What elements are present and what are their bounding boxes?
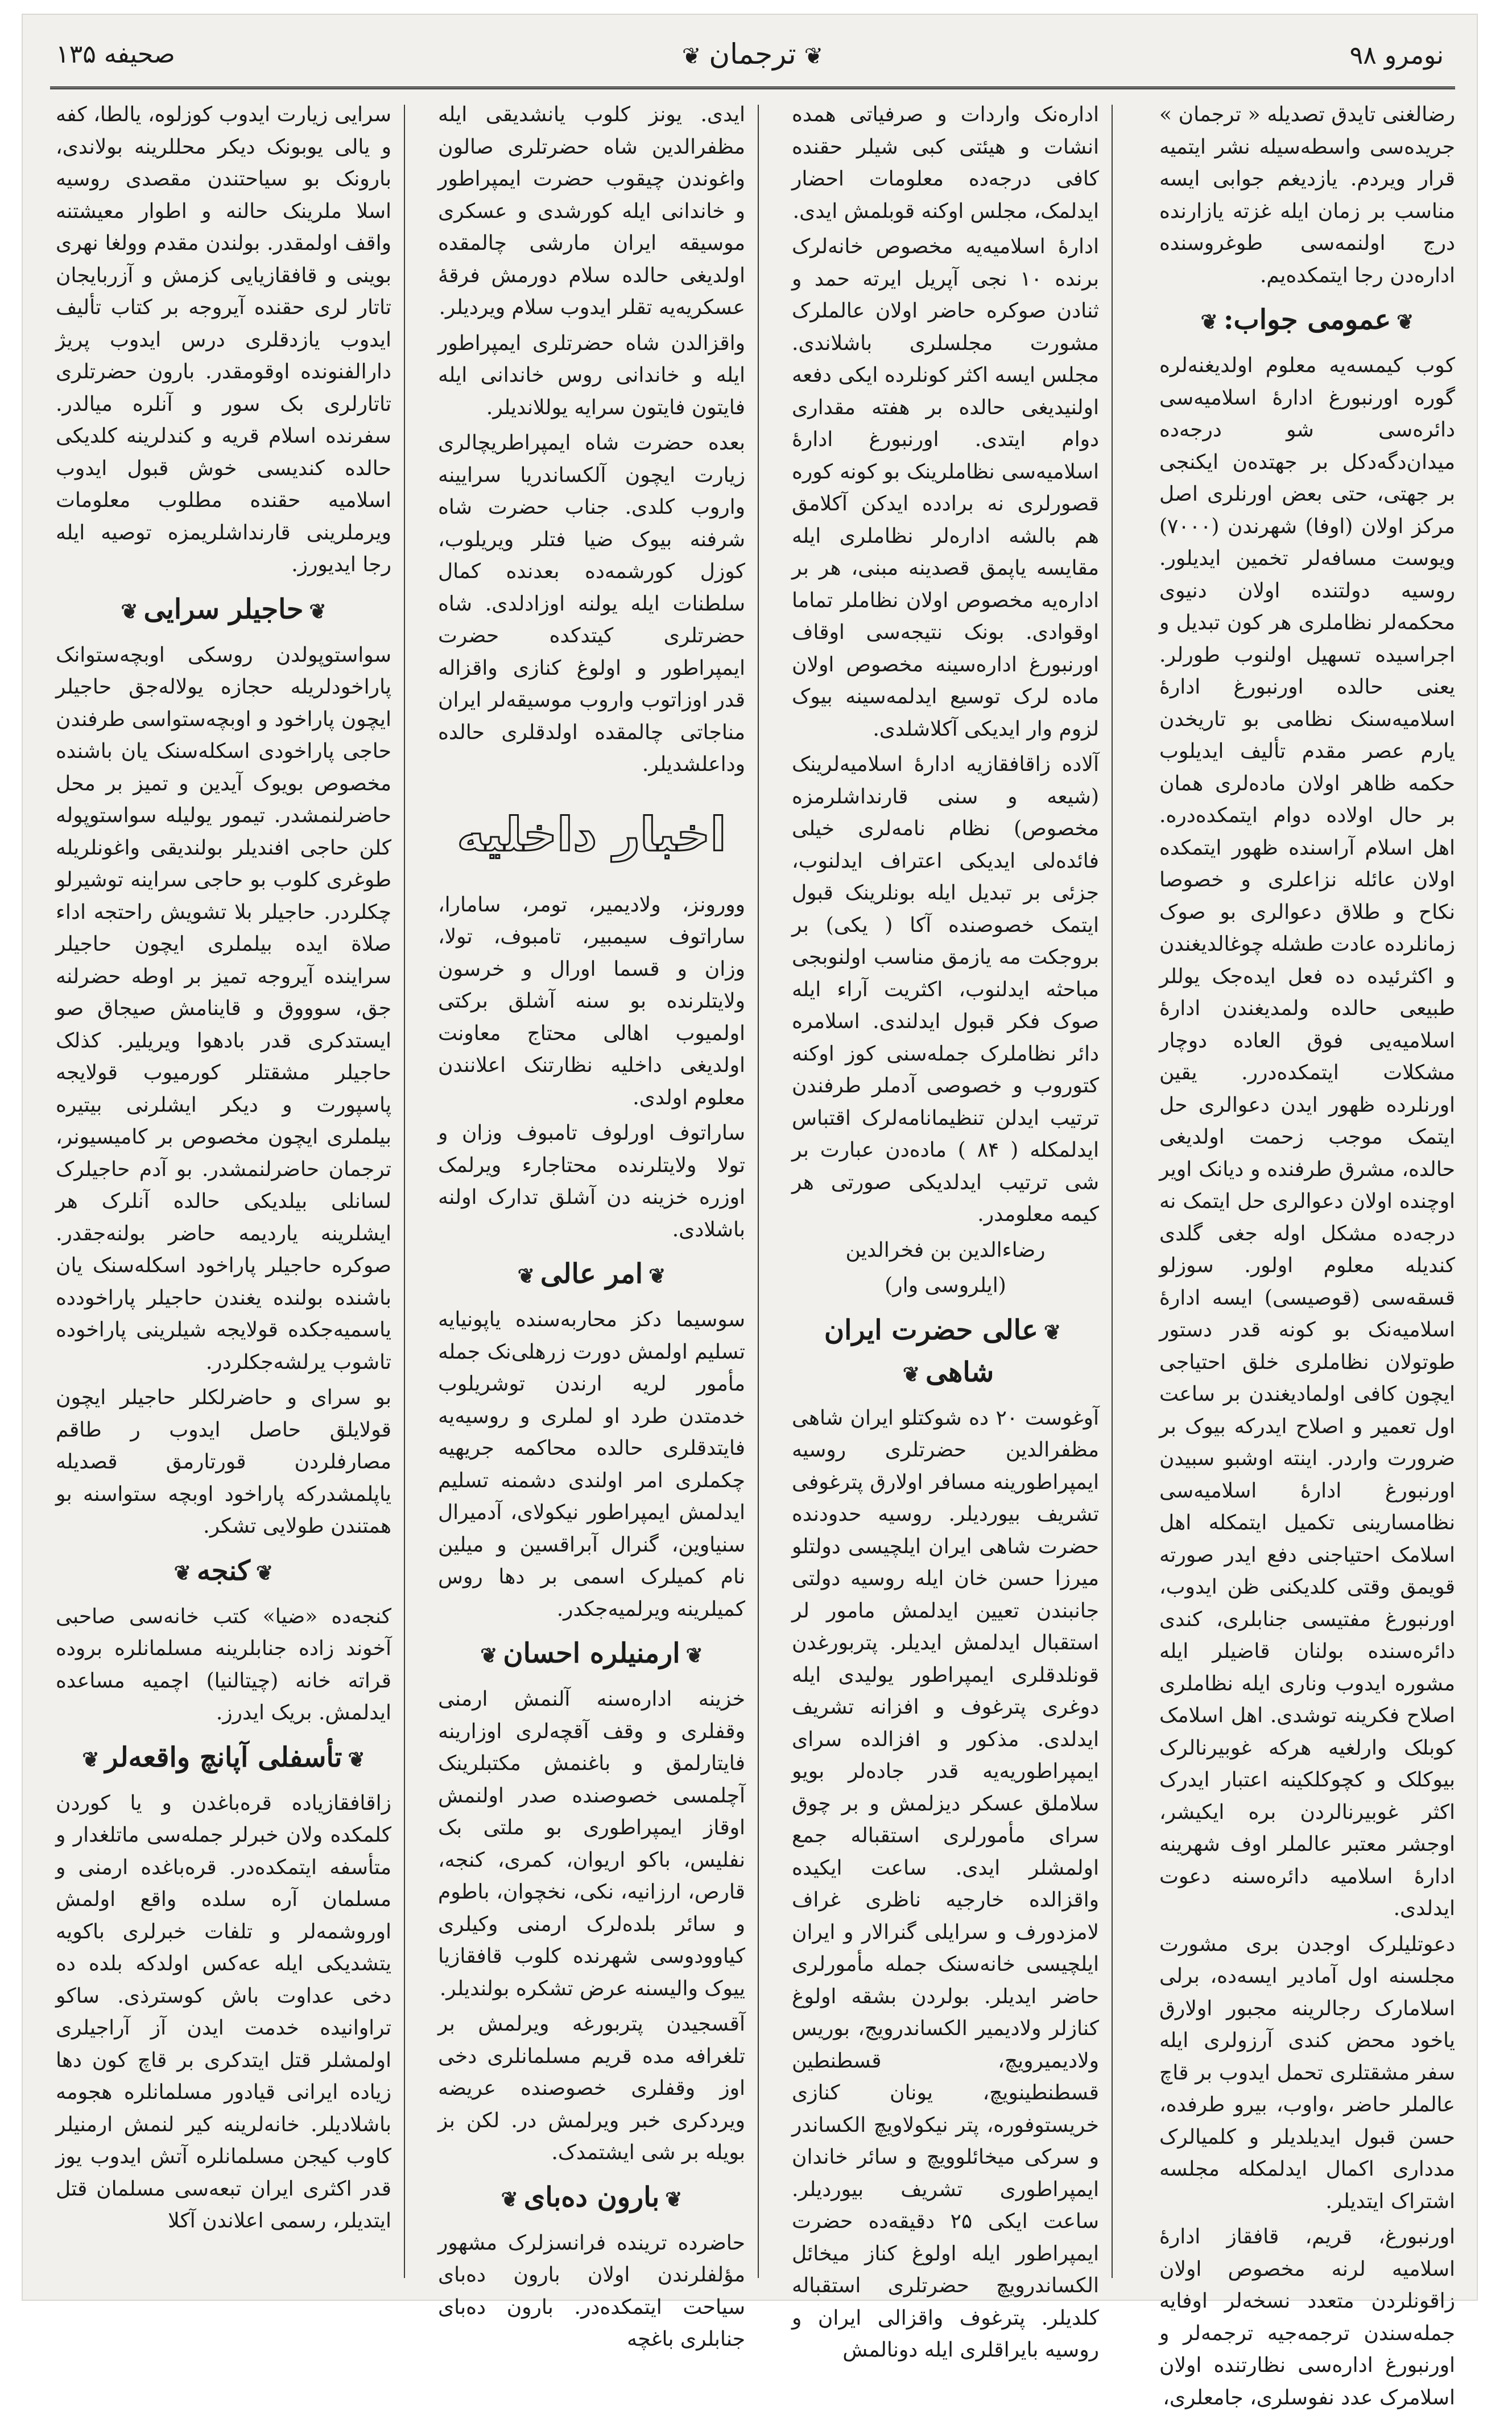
ornament-icon: ❦ [648,1264,666,1288]
article-paragraph: کنجەده «ضیا» کتب خانەسی صاحبی آخوند زاده جنابلرینه مسلمانلره بروده قراته خانه (چیتالنیا) اچمیه مساعده ایدلمش. بریک ایدرز. [56,1604,391,1724]
masthead-bar [50,30,1455,89]
article-paragraph: رضالغنی تایدق تصدیله « ترجمان » جریده‌سی واسطه‌سیله نشر ایتمیه قرار ویردم. یازدیغم جوابی ایسه مناسب بر زمان ایله غزته یازارنده درج اولنمه‌سی طوغروسنده ادارەدن رجا ایتمکده‌یم. [1159,103,1455,287]
ornament-icon: ❦ [173,1561,191,1585]
article-paragraph: اورنبورغ، قریم، قافقاز ادارهٔ اسلامیه لرنه مخصوص اولان زاقونلردن متعدد نسخەلر اوفایه جمله‌سندن ترجمه‌جیه ترجمەلر و اورنبورغ ادارەسی نظارتنده اولان اسلامرک عدد نفوسلری، جامعلری، [1159,2225,1455,2409]
article-paragraph: دعوتلیلرک اوجدن بری مشورت مجلسنه اول آمادیر ایسه‌ده، برلی اسلامارک رجالرینه مجبور اولارق یاخود محض کندی آرزولری ایله سفر مشقتلری تحمل ایدوب بر قاچ عالملر حاضر ،واوب، بیرو طرفده، حسن قبول ایدیلدیلر و کلمیالرک مدداری اکمال ایدلمکله مجلسه اشتراک ایتدیلر. [1159,1932,1455,2213]
article-paragraph: سوسیما دکز محاربه‌سنده یاپونیایه تسلیم اولمش دورت زرهلی‌نک جمله مأمور لریه ارندن توشریلوب خدمتدن طرد او لملری و روسیه‌یه فایتدقلری حالده محاکمه جریهیه چکملری امر اولندی دشمنه تسلیم ایدلمش ایمپراطور نیکولای، آدمیرال سنیاوین، گنرال آبراقسین و میلین نام کمیلرک اسمی بر دها روس کمیلرینه ویرلمیه‌جکدر. [438,1308,745,1621]
section-heading: ❦بارون دەبای❦ [501,2181,683,2213]
ornament-icon: ❦ [1043,1320,1061,1344]
column-1 [1159,99,1455,2409]
ornament-icon: ❦ [665,2187,683,2211]
ornament-icon: ❦ [685,1644,703,1668]
section-heading: ❦کنجه❦ [173,1554,274,1587]
newspaper-title-text: ترجمان [709,38,796,71]
article-paragraph: بعده حضرت شاه ایمپراطریچالری زیارت ایچون آلکساندریا سرایینه واروب کلدی. جناب حضرت شاه شرفنه بیوک ضیا فتلر ویریلوب، کوزل کورشمه‌ده بعدنده کمال سلطنات ایله یولنه اوزادلدی. شاه حضرتلری کیتدکده حضرت ایمپراطور و اولوغ کنازی واقزاله قدر اوزاتوب واروب موسیقەلر ایران مناجاتی چالمقده اولدقلری حالده وداعلشدیلر. [438,431,745,776]
article-paragraph: آوغوست ۲۰ ده شوکتلو ایران شاهی مظفرالدین حضرتلری روسیه ایمپراطورینه مسافر اولارق پترغوفی تشریف بیوردیلر. روسیه حدودنده حضرت شاهی ایران ایلچیسی دولتلو میرزا حسن خان ایله روسیه دولتی جانبندن تعیین ایدلمش مامور لر استقبال ایدلمش ایدیلر. پتربورغدن قونلدقلری ایمپراطور یولیدی ایله دوغری پترغوف و افزانه تشریف ایدلدی. مذکور و افزالده سرای ایمپراطوریەیه قدر جادەلر بویو سلاملق عسکر دیزلمش و بر چوق سرای مأمورلری استقباله جمع اولمشلر ایدی. ساعت ایکیده واقزالده خارجیه ناظری غراف لامزدورف و سرایلی گنرالار و ایران ایلچیسی خانەسنک جمله مأمورلری حاضر ایدیلر. بولردن بشقه اولوغ کنازلر ولادیمیر الکساندرویج، بوریس ولادیمیرویچ، قسطنطین قسطنطینویچ، یونان کنازی خریستوفوره، پتر نیکولاویچ الکساندر و سرکی میخائلوویچ و سائر خاندان ایمپراطوری تشریف بیوردیلر. ساعت ایکی ۲۵ دقیقەده حضرت ایمپراطور ایله اولوغ کناز میخائل الکساندرویچ حضرتلری استقباله کلدیلر. پترغوف واقزالی ایران و روسیه بایراقلری ایله دونالمش [792,1406,1099,2362]
article-paragraph: ادارهٔ اسلامیەیه مخصوص خانەلرک برنده ۱۰ نجی آپریل ایرته حمد و ثنادن صوکره حاضر اولان عالملرک مشورت مجلسلری باشلاندی. مجلس ایسه اکثر کونلرده ایکی دفعه اولنیدیغی حالده بر هفته مقداری دوام ایتدی. اورنبورغ ادارهٔ اسلامیەسی نظاملرینک بو کونه کوره قصورلری نه برادده ایدکن آکلامق هم بالشه ادارەلر نظاملری ایله مقایسه یاپمق قصدینه مبنی، هر بر ادارەیه مخصوص اولان نظاملر تماما اوقوادی. بونک نتیجەسی اوقاف اورنبورغ ادارەسینه مخصوص اولان مادە لرک توسیع ایدلمه‌سینه بیوک لزوم وار ایدیکی آکلاشلدی. [792,235,1099,741]
article-paragraph: سرایی زیارت ایدوب کوزلوه، یالطا، کفه و یالی یوبونک دیکر محللرینه بولاندی، بارونک بو سیاحتندن مقصدی روسیه اسلا ملرینک حالنه و اطوار معیشتنه واقف اولمقدر. بولندن مقدم وولغا نهری بوینی و قافقازیایی کزمش و آزربایجان تاتار لری حقنده آیروجه بر کتاب تألیف ایدوب یازدقلری درس ایدوب پریژ دارالفنونده اوقومقدر. بارون حضرتلری تاتارلری بک سور و آنلره میالدر. سفرنده اسلام قریه و کندلرینه کلدیکی حالده کندیسی خوش قبول ایدوب اسلامیە حقنده مطلوب معلومات ویرملرینی قارنداشلریمزه توصیه ایله رجا ایدیورز. [56,103,391,576]
ornament-icon: ❦ [309,599,327,624]
section-heading: ❦ارمنیلره احسان❦ [480,1637,703,1669]
section-heading: ❦عالی حضرت ایران شاهی❦ [824,1314,1061,1388]
ornament-icon: ❦ [902,1362,920,1386]
newspaper-page [22,14,1478,2409]
ornament-icon: ❦ [804,43,824,69]
column-divider [404,105,405,2278]
column-divider [1112,105,1113,2278]
domestic-news-masthead: اخبار داخلیه [457,807,726,862]
article-paragraph: حاضرده ترینده فرانسزلرک مشهور مؤلفلرندن اولان بارون دەبای سیاحت ایتمکده‌در. بارون دەبای جنابلری باغچه [438,2231,745,2351]
article-paragraph: آلاده زاقافقازیه ادارهٔ اسلامیەلرینک (شیعه و سنی قارنداشلرمزه مخصوص) نظام نامەلری خیلی فائدەلی ایدیکی اعتراف ایدلنوب، جزئی بر تبدیل ایله بونلرینک قبول ایتمک خصوصنده آکا ( یکی) بر بروجکت مه یازمق مناسب اولنوبجی مباحثه ایدلنوب، اکثریت آراء ایله صوک فکر قبول ایدلندی. اسلامره دائر نظاملرک جمله‌سنی کوز اوکنه کتوروب و خصوصی آدملر طرفندن ترتیب ایدلن تنظیمانامەلرک اقتباس ایدلمکله ( ۸۴ ) مادەدن عبارت بر شی ترتیب ایدلدیکی صورتی هر کیمه معلومدر. [792,753,1100,1226]
ornament-icon: ❦ [501,2187,518,2211]
article-paragraph: زاقافقازیاده قرەباغدن و یا کوردن کلمکده ولان خبرلر جمله‌سی ماتلغدار و متأسفه ایتمکدەدر. قرەباغده ارمنی و مسلمان آره سلده واقع اولمش اوروشمەلر و تلفات خبرلری باکویه یتشدیکی ایله عەکس اولدکه بلده ده دخی عداوت باش کوسترذی. ساکو تراوانیده خدمت ایدن آز آراجیلری اولمشلر قتل ایتدکری بر قاچ کون دها زیاده ایرانی قیادور مسلمانلره هجومه باشلادیلر. خانەلرینه کیر لنمش ارمنیلر کاوب کیجن مسلمانلره آتش ایدوب یوز قدر اکثری ایران تبعەسی مسلمان قتل ایتدیلر، رسمی اعلاندن آکلا [56,1791,391,2233]
column-divider [758,105,759,2278]
ornament-icon: ❦ [82,1747,100,1772]
column-2 [792,99,1100,2362]
article-paragraph: کوب کیمسه‌یه معلوم اولدیغنه‌لرە گوره اورنبورغ ادارهٔ اسلامیەسی دائرەسی شو درجەده میدان‌دگەدکل بر جهتده‌ن ایکنجی بر جهتی، حتی بعض اورنلری اصل مرکز اولان (اوفا) شهرندن (۷۰۰۰) ویوست مسافەلر تخمین ایدیلور. روسیه دولتنده اولان دنیوی محکمەلر نظاملری هر کون تبدیل و اجراسیده تسهیل اولنوب طورلر. یعنی حالده اورنبورغ ادارهٔ اسلامیەسنک نظامی بو تاریخدن یارم عصر مقدم تألیف ایدیلوب حکمه ظاهر اولان مادەلری همان بر حال اولاده دوام ایتمکده‌دره. اهل اسلام آراسنده ظهور ایتمکده اولان عائله نزاعلری و خصوصا نکاح و طلاق دعوالری بو صوک زمانلرده عادت طشله چوغالدیغندن و اکثرئیده دە فعل ایدەجک یوللر طبیعی حالده ولمدیغندن ادارهٔ اسلامیەیی فوق العاده دوچار مشکلات ایتمکده‌درر. یقین اورنلرده ظهور ایدن دعوالری حل ایتمک موجب زحمت اولدیغی حالده، مشرق طرفنده و دیانک اویر اوچنده اولان دعوالری حل ایتمک نه درجەده مشکل اوله جغی گلدی کندیله معلوم اولور. سوزلو قسقەسی (قوصیسی) ایسه ادارهٔ اسلامیەنک بو کونه قدر دستور طوتولان نظاملری خلق احتیاجی ایچون کافی اولمادیغندن بر ساعت اول تعمیر و اصلاح ایدرکه بیوک بر ضرورت واردر. اینته اوشبو سبیدن اورنبورغ ادارهٔ اسلامیەسی نظامسارینی تکمیل ایتمکله اهل اسلامک احتیاجنی دفع ایدر صورته قویمق وقتی کلدیکنی ظن ایدوب، اورنبورغ مفتیسی جنابلری، کندی دائرەسنده بولنان قاضیلر ایله مشورە ایدوب وناری ایله نظاملری اصلاح فکرینه توشدی. اهل اسلامک کوبلک وارلغیه هرکه غوبیرنالرک بیوکلک و کچوکلکینه اعتبار ایدرک اکثر غوبیرنالردن بره ایکیشر، اوجشر معتبر عالملر اوف شهرینه ادارهٔ اسلامیه دائرەسنه دعوت ایدلدی. [1159,354,1455,1920]
article-paragraph: واقزالدن شاه حضرتلری ایمپراطور ایله و خاندانی روس خاندانی ایله فایتون فایتون سرایه یوللاندیلر. [438,331,745,419]
article-paragraph: آقسجیدن پتربورغه ویرلمش بر تلغرافه مدە قریم مسلمانلری دخی اوز وقفلری خصوصنده عریضه ویردکری خبر ویرلمش در. لکن بز بویله بر شی ایشتمدک. [438,2012,745,2164]
column-4 [56,99,391,2284]
newspaper-title [674,38,831,71]
ornament-icon: ❦ [1200,310,1218,334]
author-signature: رضاءالدین بن فخرالدین [845,1238,1046,1262]
ornament-icon: ❦ [121,599,138,624]
ornament-icon: ❦ [256,1561,274,1585]
ornament-icon: ❦ [681,43,701,69]
ornament-icon: ❦ [1397,310,1414,334]
article-paragraph: ایدی. یونز کلوب یانشدیقی ایله مظفرالدین شاه حضرتلری صالون واغوندن چیقوب حضرت ایمپراطور و خاندانی ایله کورشدی و عسکری موسیقه ایران مارشی چالمقده اولدیغی حالده سلام دورمش فرقهٔ عسکریەیه تقلر ایدوب سلام ویردیلر. [438,103,745,319]
section-heading: ❦عمومی جواب:❦ [1200,304,1414,336]
section-heading: ❦حاجیلر سرایی❦ [121,593,327,625]
column-3 [438,99,745,2351]
article-paragraph: بو سرای و حاضرلکلر حاجیلر ایچون قولایلق حاصل ایدوب ر طاقم مصارفلردن قورتارمق قصدیله یاپلمشدرکه پاراخود اوبچە ستواسنه بو همتندن طولایی تشکر. [56,1386,391,1538]
columns-area [44,99,1461,2409]
article-paragraph: خزینه ادارەسنه آلنمش ارمنی وقفلری و وقف آقچەلری اوزارینه فایتارلمق و باغنمش مکتبلرینک آچلمسی خصوصنده صدر اولنمش اوقاز ایمپراطوری بو ملتی بک نفلیس، باکو اریوان، کمری، کنجه، قارص، ارزانیه، نکی، نخچوان، باطوم و سائر بلدەلرک ارمنی وکیلری کیاوودوسی شهرنده کلوب قافقازیا ییوک والیسنه عرض تشکره بولندیلر. [438,1687,745,2000]
article-paragraph: ساراتوف اورلوف تامبوف وزان و تولا ولایتلرنده محتاجارء ویرلمک اوزره خزینه دن آشلق تدارک اولنه باشلادی. [438,1121,745,1241]
article-paragraph: سواستوپولدن روسکی اوبچەستوانک پاراخودلریله حجازه یولالەجق حاجیلر ایچون پاراخود و اوبچەستواسی طرفندن حاجی پاراخودی اسکله‌سنک یان باشنده مخصوص بویوک آیدین و تمیز بر محل حاضرلنمشدر. تیمور یولیله سواستوپوله کلن حاجی افندیلر بولندیقی واغونلریله طوغری کلوب بو حاجی سراینه توشیرلو چکلردر. حاجیلر بلا تشویش راحتجه اداء صلاة ایده بیلملری ایچون حاجیلر سراینده آیروجه تمیز بر اوطه حضرلنه جق، سوووق و قاینامش صیجاق صو ایستدکری قدر بادهوا ویریلیر. کذلک حاجیلر مشقتلر کورمیوب قولایجه پاسپورت و دیکر ایشلرنی بیتیره بیلملری ایچون مخصوص بر کامیسیونر، ترجمان حاضرلنمشدر. بو آدم حاجیلرک لسانلی بیلدیکی حالده آنلرک هر ایشلرینه یاردیمه حاضر بولنه‌جقدر. صوکره حاجیلر پاراخود اسکله‌سنک یان باشنده بولنده یغندن حاجیلر پاراخودده یاسمیه‌جکده قولایجه شیلرینی پاراخوده تاشوب یرلشه‌جکلردر. [56,643,391,1374]
article-paragraph: وورونز، ولادیمیر، تومر، سامارا، ساراتوف سیمبیر، تامبوف، تولا، وزان و قسما اورال و خرسون ولایتلرنده بو سنه آشلق برکتی اولمیوب اهالی محتاج معاونت اولدیغی داخلیه نظارتنک اعلانندن معلوم اولدی. [438,893,745,1109]
ornament-icon: ❦ [348,1747,365,1772]
continued-note: (ایلروسی وار) [885,1274,1006,1297]
page-number: صحیفه ۱۳۵ [56,40,175,69]
article-paragraph: ادارەنک واردات و صرفیاتی همده انشات و هیئتی کبی شیلر حقنده کافی درجەده معلومات احضار ایدلمک، مجلس اوکنه قوبلمش ایدی. [792,103,1099,223]
section-heading: ❦تأسفلی آپانچ واقعەلر❦ [82,1741,365,1773]
ornament-icon: ❦ [480,1644,498,1668]
issue-number: نومرو ۹۸ [1349,41,1444,70]
ornament-icon: ❦ [517,1264,535,1288]
section-heading: ❦امر عالی❦ [517,1258,666,1290]
